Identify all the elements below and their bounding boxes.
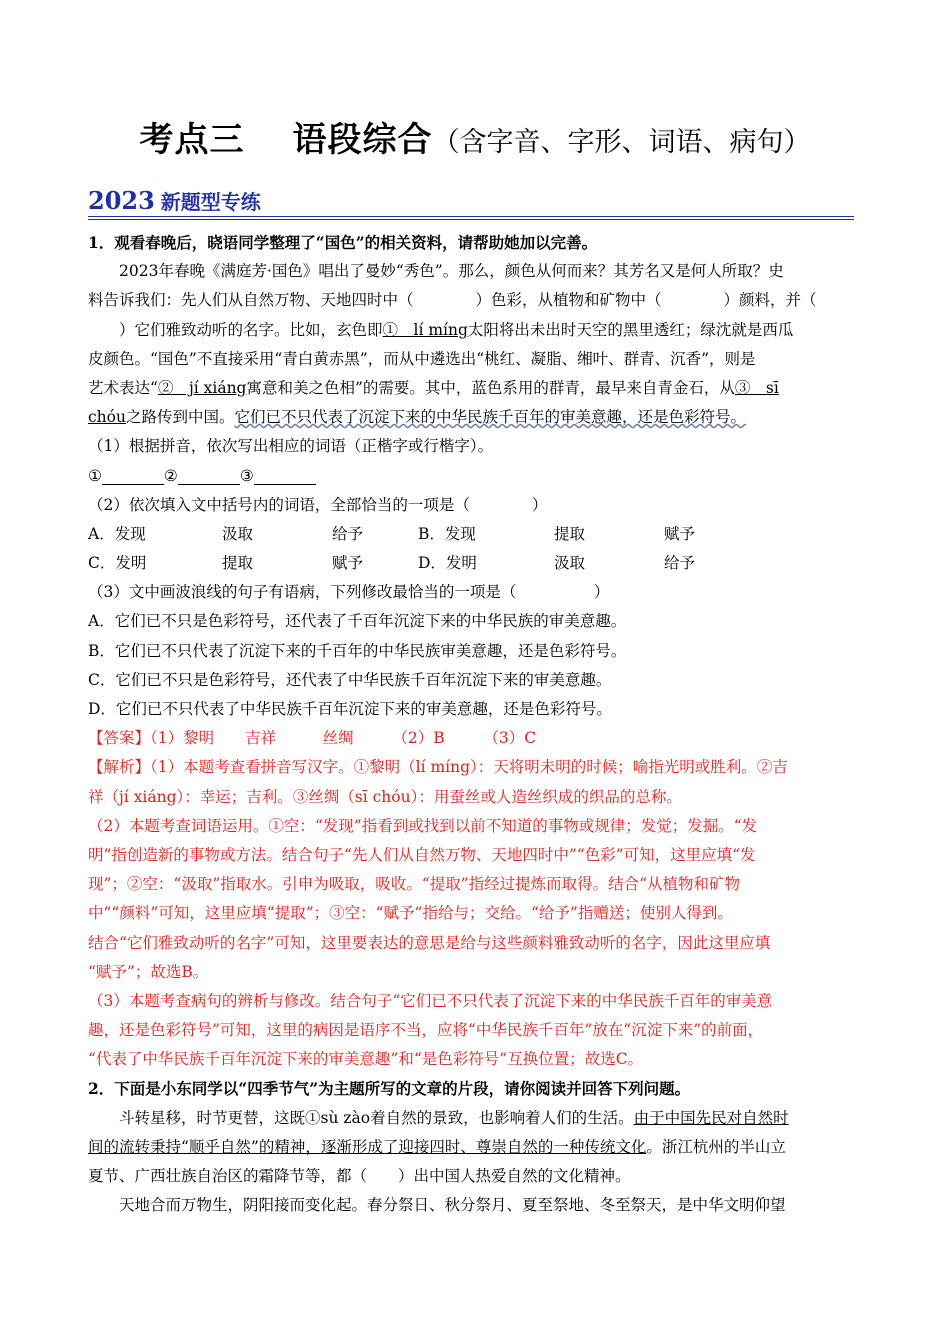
option-text: 赋予 [332,554,364,573]
option-text: A．发现 [88,524,146,543]
title-sub: （含字音、字形、词语、病句） [432,127,811,158]
answer-blank-1[interactable] [102,466,164,485]
title-second: 语段综合 [292,120,433,160]
q1-sub1: （1）根据拼音，依次写出相应的词语（正楷字或行楷字）。 [88,437,494,456]
pinyin-blank-1: ① lí míng [382,320,468,339]
analysis-line: 现”；②空：“汲取”指取水。引申为吸取，吸收。“提取”指经过提炼而取得。结合“从植物和矿物 [88,875,741,894]
q1-passage-line [88,316,858,345]
q2-passage-line [88,1133,858,1162]
analysis-line: 趣，还是色彩符号”可知，这里的病因是语序不当，应将“中华民族千百年”放在“沉淀下来”的前面， [88,1021,764,1040]
option-text: 提取 [222,554,254,573]
analysis-line: “代表了中华民族千百年沉淀下来的审美意趣”和“是色彩符号”互换位置；故选C。 [88,1050,644,1069]
wavy-underlined-sentence: 它们已不只代表了沉淀下来的中华民族千百年的审美意趣，还是色彩符号。 [234,408,747,427]
analysis-line: （3）本题考查病句的辨析与修改。结合句子“它们已不只代表了沉淀下来的中华民族千百年的审美意 [88,991,773,1010]
option-text: 提取 [554,524,586,543]
underlined-sentence: 间的流转秉持“顺乎自然”的精神，逐渐形成了迎接四时、尊崇自然的一种传统文化 [88,1137,647,1156]
analysis-line: “赋予”；故选B。 [88,962,209,981]
answer-blank-2[interactable] [178,466,240,485]
pinyin-blank-3: ③ sī [734,378,779,397]
text-run: 寓意和美之色相”的需要。其中，蓝色系用的群青，最早来自青金石，从 [246,378,735,397]
q1-sub2: （2）依次填入文中括号内的词语，全部恰当的一项是（ ） [88,495,548,514]
option-text: 给予 [332,524,364,543]
option-text: B．发现 [418,524,476,543]
analysis-line: 【解析】（1）本题考查看拼音写汉字。①黎明（lí míng）：天将明未明的时候；喻指光明或胜利。②吉 [88,758,788,777]
text-run: 太阳将出未出时天空的黑里透红；绿沈就是西瓜 [467,320,794,339]
option-text: C．发明 [88,554,147,573]
q1-passage-line [88,374,858,403]
q1-sub3: （3）文中画波浪线的句子有语病，下列修改最恰当的一项是（ ） [88,583,610,602]
content [88,228,858,1220]
section-heading [88,186,854,217]
q1-passage-line [88,403,858,432]
blank-label: ③ [239,466,254,485]
option-text: D．发明 [418,554,477,573]
q1-passage-line: 2023年春晚《满庭芳·国色》唱出了曼妙“秀色”。那么，颜色从何而来？其芳名又是何人所取？史 [119,262,784,281]
section-year: 2023 [88,186,155,215]
option-text: 汲取 [554,554,586,573]
section-label: 新题型专练 [160,190,261,214]
option-text: 汲取 [222,524,254,543]
page-title [0,112,950,161]
title-main: 考点三 [139,120,245,160]
q2-passage-line: 夏节、广西壮族自治区的霜降节等，都（ ）出中国人热爱自然的文化精神。 [88,1167,631,1185]
text-run: ）它们雅致动听的名字。比如，玄色即 [88,320,383,339]
options-row [88,549,858,578]
pinyin-blank-3-cont: chóu [88,408,126,427]
option-text: 赋予 [664,524,696,543]
analysis-line: 中”“颜料”可知，这里应填“提取”；③空：“赋予”指给与；交给。“给予”指赠送；使别人得到。 [88,904,733,923]
underlined-sentence: 由于中国先民对自然时 [633,1108,789,1127]
answer-blanks [88,462,858,491]
sub3-option-d: D．它们已不只代表了中华民族千百年沉淀下来的审美意趣，还是色彩符号。 [88,700,612,718]
text-run: 之路传到中国。 [125,408,235,427]
pinyin-blank-2: ② jí xiáng [157,378,247,397]
q2-passage-line [88,1104,858,1133]
answer-blank-3[interactable] [254,466,316,485]
q2-stem: 2．下面是小东同学以“四季节气”为主题所写的文章的片段，请你阅读并回答下列问题。 [88,1079,691,1099]
option-text: 给予 [664,554,696,573]
q1-passage-line: 料告诉我们：先人们从自然万物、天地四时中（ ）色彩，从植物和矿物中（ ）颜料，并（ [88,291,817,310]
analysis-line: 祥（jí xiáng）：幸运；吉利。③丝绸（sī chóu）：用蚕丝或人造丝织成的织品的总称。 [88,787,682,806]
sub3-option-a: A．它们已不只是色彩符号，还代表了千百年沉淀下来的中华民族的审美意趣。 [88,612,627,631]
q2-passage-line: 天地合而万物生，阴阳接而变化起。春分祭日、秋分祭月、夏至祭地、冬至祭天，是中华文明仰望 [119,1196,786,1215]
options-row [88,520,858,549]
analysis-line: （2）本题考查词语运用。①空：“发现”指看到或找到以前不知道的事物或规律；发觉；发掘。“发 [88,816,758,835]
analysis-line: 明”指创造新的事物或方法。结合句子“先人们从自然万物、天地四时中”“色彩”可知，这里应填“发 [88,845,756,864]
q1-stem: 1．观看春晚后，晓语同学整理了“国色”的相关资料，请帮助她加以完善。 [88,233,598,252]
blank-label: ② [163,466,178,485]
sub3-option-b: B．它们已不只代表了沉淀下来的千百年的中华民族审美意趣，还是色彩符号。 [88,641,627,660]
text-run: 斗转星移，时节更替，这既①sù zào着自然的景致，也影响着人们的生活。 [119,1108,634,1127]
blank-label: ① [88,466,102,485]
text-run: 艺术表达“ [88,378,158,397]
analysis-line: 结合“它们雅致动听的名字”可知，这里要表达的意思是给与这些颜料雅致动听的名字，因此这里应填 [88,933,771,952]
answer-line: 【答案】（1）黎明 吉祥 丝绸 （2）B （3）C [88,729,537,748]
text-run: 。浙江杭州的半山立 [646,1137,786,1156]
q1-passage-line: 皮颜色。“国色”不直接采用“青白黄赤黑”，而从中遴选出“桃红、凝脂、缃叶、群青、沉香”，则是 [88,349,756,368]
sub3-option-c: C．它们已不只是色彩符号，还代表了中华民族千百年沉淀下来的审美意趣。 [88,670,612,689]
